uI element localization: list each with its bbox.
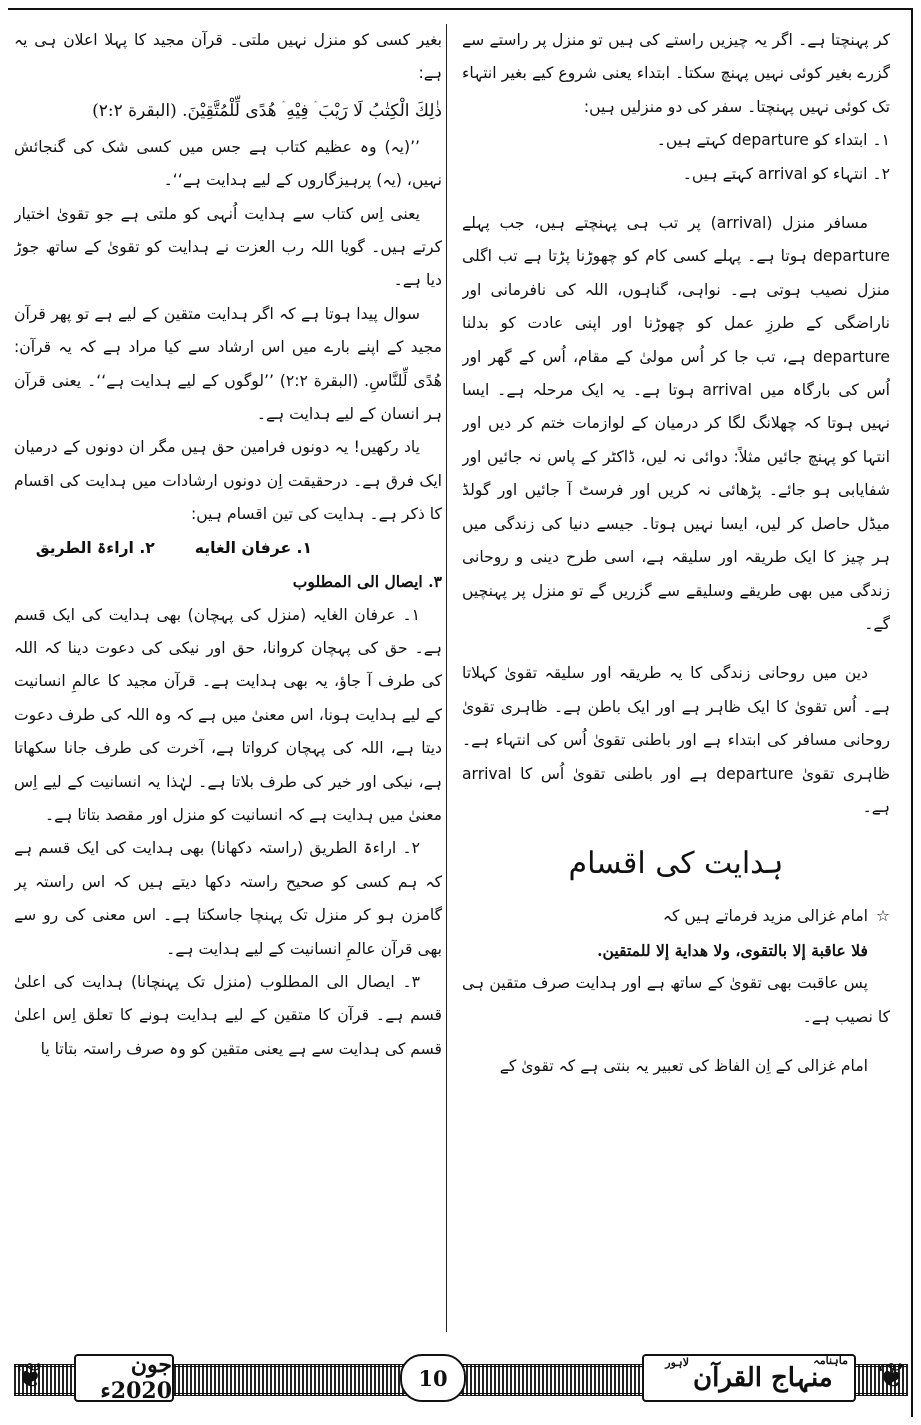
paragraph: کر پہنچتا ہے۔ اگر یہ چیزیں راستے کی ہیں تو منزل پر راستے سے گزرے بغیر کوئی نہیں پہنچ سکتا۔ ابتداء یعنی شروع کیے بغیر انتہاء تک کوئی نہیں پہنچتا۔ سفر کی دو منزلیں ہیں: bbox=[462, 31, 890, 116]
list-item: ۱. عرفان الغايه bbox=[194, 538, 312, 557]
magazine-monthly-label: ماہنامہ bbox=[813, 1354, 848, 1367]
quran-verse: ذٰلِكَ الْكِتٰبُ لَا رَيْبَ ۛ فِيْهِ ۛ هُدًى لِّلْمُتَّقِيْنَ. (البقرة ۲:۲) bbox=[92, 100, 442, 121]
paragraph: ۲۔ اراءۃ الطریق (راستہ دکھانا) بھی ہدایت کی ایک قسم ہے کہ ہم کسی کو صحیح راستہ دکھا دیتے ہیں کہ اس راستہ پر گامزن ہو کر منزل تک پہنچا جاسکتا ہے۔ اس معنی کی رو سے بھی قرآن عالمِ انسانیت کے لیے ہدایت ہے۔ bbox=[14, 839, 442, 958]
page-footer bbox=[14, 1344, 908, 1406]
list-item: ۳. ايصال الى المطلوب bbox=[292, 572, 442, 592]
paragraph: بغیر کسی کو منزل نہیں ملتی۔ قرآن مجید کا پہلا اعلان ہی یہ ہے: bbox=[14, 31, 442, 83]
issue-date: جون 2020ء bbox=[74, 1354, 174, 1402]
paragraph: ۱۔ عرفان الغایہ (منزل کی پہچان) بھی ہدایت کی ایک قسم ہے۔ حق کی پہچان کروانا، حق اور نیکی کی دعوت دینا کہ اللہ کی طرف آ جاؤ، یہ بھی ہدایت ہے۔ قرآن مجید کا عالمِ انسانیت کے لیے ہدایت ہونا، اس معنیٰ میں ہے کہ وہ اللہ کی طرف دعوت دیتا ہے، اللہ کی پہچان کرواتا ہے، آخرت کی طرف جانا سکھاتا ہے، نیکی اور خیر کی طرف بلاتا ہے۔ لہٰذا یہ انسانیت کے لیے اِس معنیٰ میں ہدایت ہے کہ انسانیت کو منزل اور مقصد بتاتا ہے۔ bbox=[14, 605, 442, 824]
left-column bbox=[14, 24, 442, 1332]
magazine-masthead bbox=[642, 1354, 856, 1402]
magazine-name: منہاج القرآن bbox=[693, 1363, 833, 1393]
spacer bbox=[462, 1034, 890, 1050]
list-item: ۱۔ ابتداء کو departure کہتے ہیں۔ bbox=[656, 131, 890, 150]
paragraph bbox=[462, 900, 890, 933]
spacer bbox=[462, 191, 890, 207]
paragraph: پس عاقبت بھی تقویٰ کے ساتھ ہے اور ہدایت صرف متقین ہی کا نصیب ہے۔ bbox=[462, 974, 890, 1026]
page-border-right bbox=[911, 8, 913, 1417]
list-item: ۲. اراءۃ الطريق bbox=[35, 538, 155, 557]
arabic-quote: فلا عاقبة إلا بالتقوى، ولا هداية إلا للمتقين. bbox=[597, 940, 868, 960]
paragraph: ’’(یہ) وہ عظیم کتاب ہے جس میں کسی شک کی گنجائش نہیں، (یہ) پرہیزگاروں کے لیے ہدایت ہے‘‘۔ bbox=[14, 137, 442, 190]
paragraph: ۳۔ ایصال الی المطلوب (منزل تک پہنچانا) ہدایت کی اعلیٰ قسم ہے۔ قرآن کا متقین کے لیے ہدایت ہونے کا تعلق اِس اعلیٰ قسم کی ہدایت سے ہے یعنی متقین کو وہ صرف راستہ بتاتا یا bbox=[14, 972, 442, 1058]
paragraph: امام غزالی کے اِن الفاظ کی تعبیر یہ بنتی ہے کہ تقویٰ کے bbox=[499, 1056, 868, 1075]
paragraph: یاد رکھیں! یہ دونوں فرامین حق ہیں مگر ان دونوں کے درمیان ایک فرق ہے۔ درحقیقت اِن دونوں ارشادات میں ہدایت کی اقسام کا ذکر ہے۔ ہدایت کی تین اقسام ہیں: bbox=[14, 438, 442, 524]
page-border-top bbox=[8, 8, 913, 10]
section-heading: ہدایت کی اقسام bbox=[568, 846, 784, 882]
paragraph: یعنی اِس کتاب سے ہدایت اُنہی کو ملتی ہے جو تقویٰ اختیار کرتے ہیں۔ گویا اللہ رب العزت نے ہدایت کو تقویٰ کے ساتھ جوڑ دیا ہے۔ bbox=[14, 204, 442, 290]
magazine-city: لاہور bbox=[665, 1356, 689, 1369]
paragraph: سوال پیدا ہوتا ہے کہ اگر ہدایت متقین کے لیے ہے تو پھر قرآن مجید کے اپنے بارے میں اس ارشاد سے کیا مراد ہے کہ یہ قرآن: هُدًى لِّلنَّاسِ. (البقرة ۲:۲) ’’لوگوں کے لیے ہدایت ہے‘‘۔ یعنی قرآن ہر انسان کے لیے ہدایت ہے۔ bbox=[14, 304, 442, 424]
star-icon: ☆ bbox=[876, 907, 890, 926]
types-list bbox=[14, 532, 442, 565]
column-divider bbox=[446, 24, 447, 1332]
flourish-ornament-icon: ❦ bbox=[16, 1356, 45, 1396]
flourish-ornament-icon: ❦ bbox=[877, 1356, 906, 1396]
spacer bbox=[462, 641, 890, 657]
page-number: 10 bbox=[400, 1354, 466, 1402]
right-column bbox=[462, 24, 890, 1332]
list-item: ۲۔ انتہاء کو arrival کہتے ہیں۔ bbox=[682, 164, 890, 183]
paragraph-text: امام غزالی مزید فرماتے ہیں کہ bbox=[662, 907, 869, 926]
paragraph: مسافر منزل (arrival) پر تب ہی پہنچتے ہیں، جب پہلے departure ہوتا ہے۔ پہلے کسی کام کو چھوڑنا پڑتا ہے تب اگلی منزل نصیب ہوتی ہے۔ نواہی، گناہوں، اللہ کی نافرمانی اور ناراضگی کے طرزِ عمل کو چھوڑنا اور اپنی عادت کو بدلنا departure ہے، تب جا کر اُس مولیٰ کے مقام، اُس کے گھر اور اُس کی بارگاہ میں arrival ہوتا ہے۔ یہ ایک مرحلہ ہے۔ ایسا نہیں ہوتا کہ چھلانگ لگا کر درمیان کے لوازمات ختم کر دیں اور انتہا کو پہنچ جائیں مثلاً: دوائی نہ لیں، ڈاکٹر کے پاس نہ جائیں اور شفایابی ہو جائے۔ پڑھائی نہ کریں اور فرسٹ آ جائیں اور گولڈ میڈل حاصل کر لیں، ایسا نہیں ہوتا۔ جیسے دنیا کی زندگی میں ہر چیز کا ایک طریقہ اور سلیقہ ہے، اسی طرح دینی و روحانی زندگی میں بھی طریقے وسلیقے سے گزریں گے تو منزل پر پہنچیں گے۔ bbox=[462, 214, 890, 633]
paragraph: دین میں روحانی زندگی کا یہ طریقہ اور سلیقہ تقویٰ کہلاتا ہے۔ اُس تقویٰ کا ایک ظاہر ہے اور ایک باطن ہے۔ ظاہری تقویٰ روحانی مسافر کی ابتداء ہے اور باطنی تقویٰ اُس کی انتہاء ہے۔ ظاہری تقویٰ departure ہے اور باطنی تقویٰ اُس کا arrival ہے۔ bbox=[462, 664, 890, 816]
